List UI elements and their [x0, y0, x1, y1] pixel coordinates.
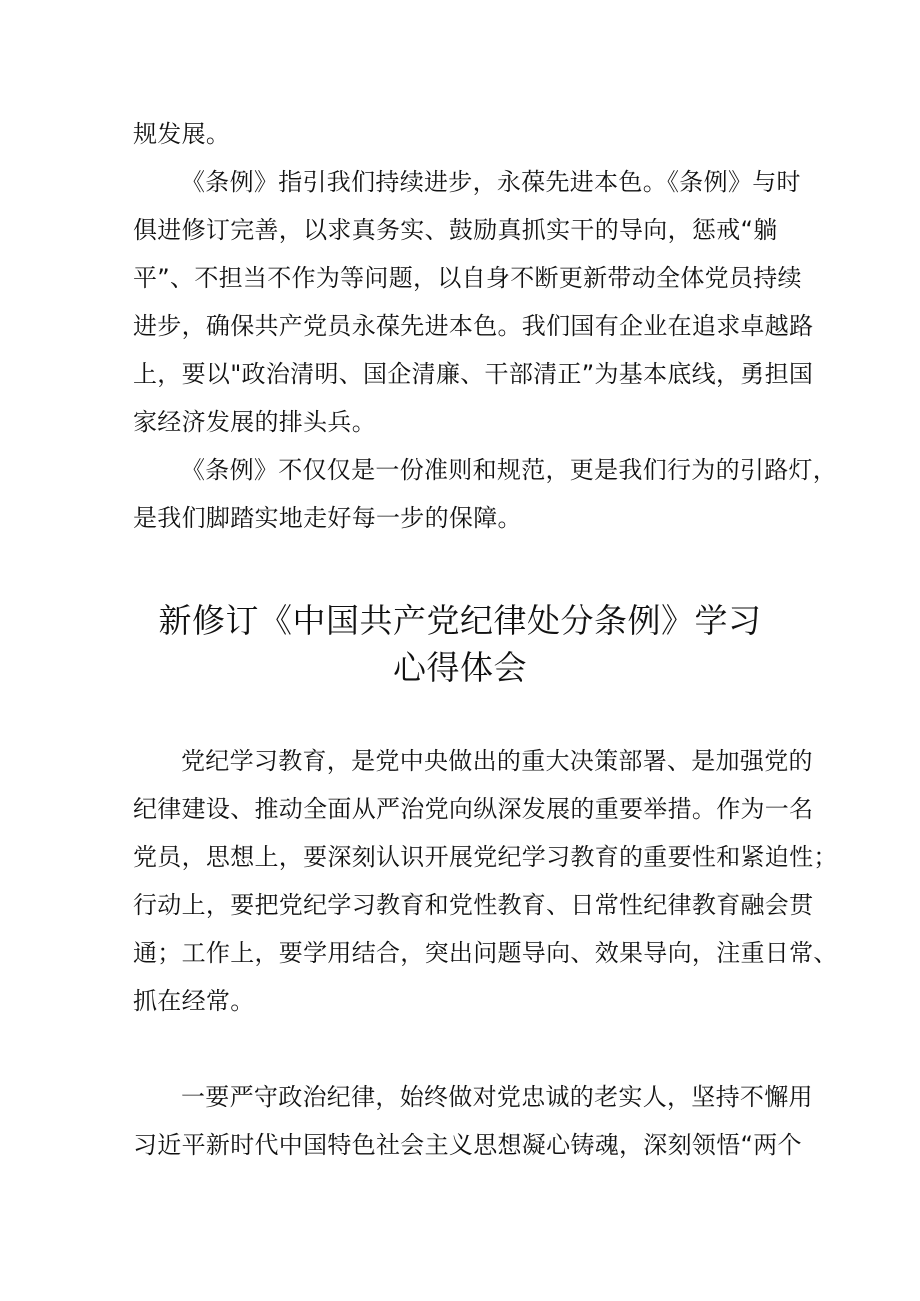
paragraph-line: 党纪学习教育，是党中央做出的重大决策部署、是加强党的	[181, 747, 813, 775]
paragraph-line: 平”、不担当不作为等问题，以自身不断更新带动全体党员持续	[133, 264, 802, 292]
title-line-2: 心得体会	[393, 648, 527, 687]
paragraph-line: 纪律建设、推动全面从严治党向纵深发展的重要举措。作为一名	[133, 795, 814, 823]
paragraph-line: 《条例》指引我们持续进步，永葆先进本色。《条例》与时	[181, 168, 801, 196]
paragraph-line: 俱进修订完善，以求真务实、鼓励真抓实干的导向，惩戒“躺	[133, 216, 778, 244]
paragraph-line: 家经济发展的排头兵。	[133, 408, 376, 436]
paragraph-line: 习近平新时代中国特色社会主义思想凝心铸魂，深刻领悟“两个	[133, 1131, 802, 1159]
paragraph-line: 《条例》不仅仅是一份准则和规范，更是我们行为的引路灯，	[181, 456, 838, 484]
paragraph-line: 一要严守政治纪律，始终做对党忠诚的老实人，坚持不懈用	[181, 1083, 813, 1111]
paragraph-line: 抓在经常。	[133, 987, 255, 1015]
paragraph-line: 党员，思想上，要深刻认识开展党纪学习教育的重要性和紧迫性；	[133, 843, 838, 871]
paragraph-line: 行动上，要把党纪学习教育和党性教育、日常性纪律教育融会贯	[133, 891, 814, 919]
paragraph-tail-line: 规发展。	[133, 120, 231, 148]
paragraph-line: 通；工作上，要学用结合，突出问题导向、效果导向，注重日常、	[133, 939, 838, 967]
paragraph-line: 上，要以"政治清明、国企清廉、干部清正”为基本底线，勇担国	[133, 360, 814, 388]
title-line-1: 新修订《中国共产党纪律处分条例》学习	[158, 601, 762, 640]
paragraph-line: 进步，确保共产党员永葆先进本色。我们国有企业在追求卓越路	[133, 312, 814, 340]
paragraph-line: 是我们脚踏实地走好每一步的保障。	[133, 504, 522, 532]
